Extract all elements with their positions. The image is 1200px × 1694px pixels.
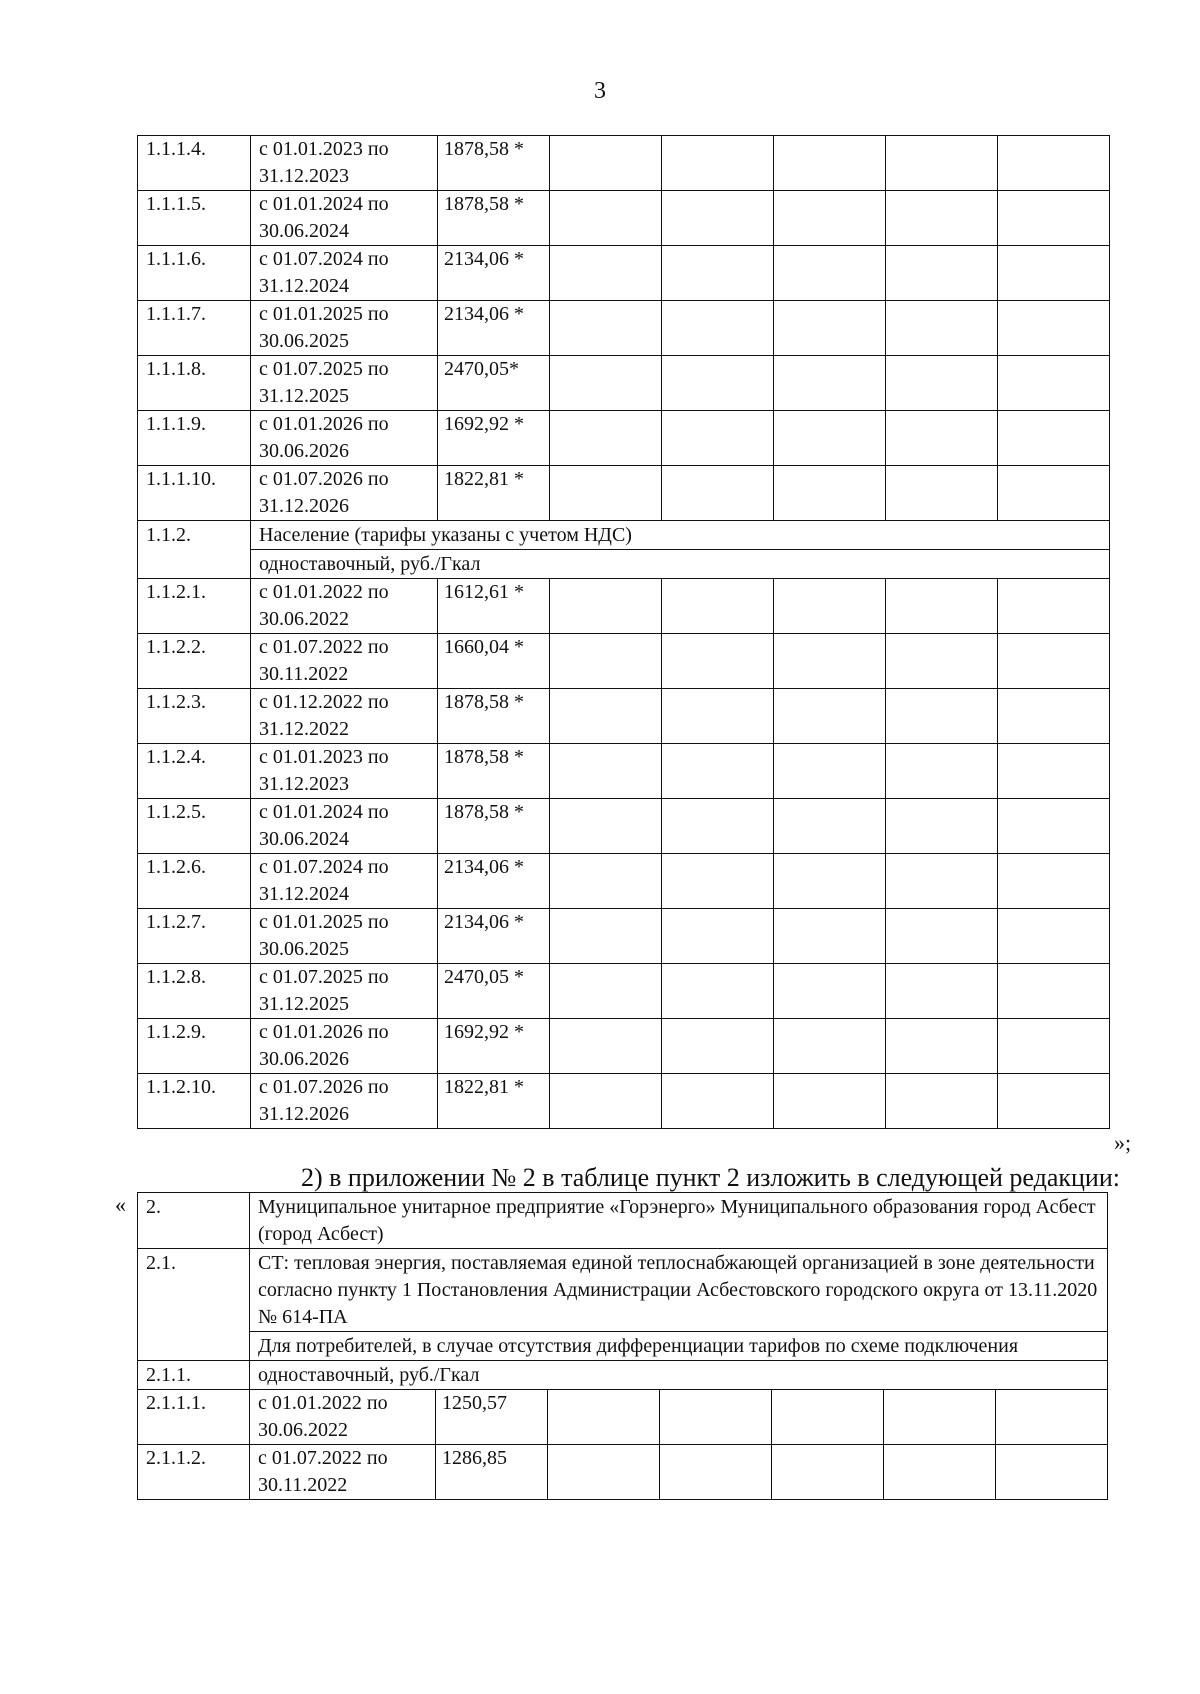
empty-cell: [998, 1074, 1110, 1129]
empty-cell: [774, 909, 886, 964]
row-period: с 01.01.2024 по 30.06.2024: [251, 191, 438, 246]
row-number: 2.1.1.2.: [138, 1445, 250, 1500]
table-row: [138, 356, 1110, 411]
table-row: [138, 1074, 1110, 1129]
rate-number: 2.1.1.: [138, 1361, 250, 1390]
empty-cell: [662, 799, 774, 854]
empty-cell: [998, 191, 1110, 246]
empty-cell: [886, 689, 998, 744]
empty-cell: [998, 466, 1110, 521]
org-number: 2.: [138, 1193, 250, 1249]
empty-cell: [886, 854, 998, 909]
empty-cell: [886, 799, 998, 854]
row-period: с 01.01.2023 по 31.12.2023: [251, 744, 438, 799]
page-number: 3: [594, 78, 606, 104]
empty-cell: [886, 411, 998, 466]
row-number: 2.1.1.1.: [138, 1390, 250, 1445]
empty-cell: [550, 356, 662, 411]
row-number: 1.1.1.4.: [138, 136, 251, 191]
empty-cell: [886, 136, 998, 191]
section-subtitle-row: [138, 550, 1110, 579]
empty-cell: [886, 1074, 998, 1129]
row-period: с 01.07.2022 по 30.11.2022: [251, 634, 438, 689]
empty-cell: [774, 136, 886, 191]
row-value: 1660,04 *: [438, 634, 550, 689]
org-row: [138, 1193, 1108, 1249]
row-value: 1878,58 *: [438, 799, 550, 854]
empty-cell: [998, 136, 1110, 191]
row-number: 1.1.2.1.: [138, 579, 251, 634]
rate-row: [138, 1361, 1108, 1390]
empty-cell: [774, 301, 886, 356]
section-number: 1.1.2.: [138, 521, 251, 579]
row-number: 1.1.2.6.: [138, 854, 251, 909]
empty-cell: [662, 191, 774, 246]
row-period: с 01.01.2022 по 30.06.2022: [250, 1390, 436, 1445]
empty-cell: [550, 301, 662, 356]
empty-cell: [662, 356, 774, 411]
row-period: с 01.07.2022 по 30.11.2022: [250, 1445, 436, 1500]
closing-quote: »;: [1114, 1130, 1132, 1155]
table-row: [138, 634, 1110, 689]
row-value: 1286,85: [436, 1445, 548, 1500]
empty-cell: [774, 799, 886, 854]
empty-cell: [550, 1019, 662, 1074]
empty-cell: [774, 356, 886, 411]
empty-cell: [774, 964, 886, 1019]
st-row: [138, 1249, 1108, 1332]
empty-cell: [996, 1390, 1108, 1445]
row-number: 1.1.2.9.: [138, 1019, 251, 1074]
empty-cell: [886, 744, 998, 799]
row-period: с 01.01.2024 по 30.06.2024: [251, 799, 438, 854]
empty-cell: [886, 964, 998, 1019]
empty-cell: [662, 689, 774, 744]
row-period: с 01.01.2026 по 30.06.2026: [251, 411, 438, 466]
empty-cell: [774, 579, 886, 634]
row-number: 1.1.1.8.: [138, 356, 251, 411]
row-period: с 01.07.2026 по 31.12.2026: [251, 1074, 438, 1129]
st-number: 2.1.: [138, 1249, 250, 1361]
opening-quote: «: [115, 1192, 126, 1217]
row-period: с 01.07.2024 по 31.12.2024: [251, 854, 438, 909]
empty-cell: [886, 356, 998, 411]
row-number: 1.1.1.5.: [138, 191, 251, 246]
row-number: 1.1.1.7.: [138, 301, 251, 356]
empty-cell: [774, 191, 886, 246]
empty-cell: [550, 689, 662, 744]
row-period: с 01.01.2026 по 30.06.2026: [251, 1019, 438, 1074]
row-number: 1.1.2.2.: [138, 634, 251, 689]
empty-cell: [774, 854, 886, 909]
row-value: 1822,81 *: [438, 1074, 550, 1129]
empty-cell: [996, 1445, 1108, 1500]
empty-cell: [660, 1445, 772, 1500]
empty-cell: [662, 1074, 774, 1129]
empty-cell: [662, 854, 774, 909]
empty-cell: [550, 246, 662, 301]
row-value: 1878,58 *: [438, 191, 550, 246]
empty-cell: [998, 964, 1110, 1019]
row-period: с 01.01.2023 по 31.12.2023: [251, 136, 438, 191]
empty-cell: [998, 411, 1110, 466]
row-number: 1.1.2.7.: [138, 909, 251, 964]
row-number: 1.1.1.6.: [138, 246, 251, 301]
row-value: 2470,05*: [438, 356, 550, 411]
empty-cell: [662, 909, 774, 964]
st-text: СТ: тепловая энергия, поставляемая единой теплоснабжающей организацией в зоне деятельности согласно пункту 1 Постановления Администрации Асбестовского городского округа от 13.11.2020 № 614-ПА: [250, 1249, 1108, 1332]
empty-cell: [886, 301, 998, 356]
empty-cell: [772, 1445, 884, 1500]
consumers-row: [138, 1332, 1108, 1361]
empty-cell: [774, 1074, 886, 1129]
empty-cell: [662, 964, 774, 1019]
table-row: [138, 1445, 1108, 1500]
empty-cell: [662, 301, 774, 356]
row-value: 1692,92 *: [438, 411, 550, 466]
row-value: 2134,06 *: [438, 246, 550, 301]
empty-cell: [548, 1390, 660, 1445]
section-subtitle: одноставочный, руб./Гкал: [251, 550, 1110, 579]
empty-cell: [886, 1019, 998, 1074]
section-row: [138, 521, 1110, 550]
empty-cell: [550, 634, 662, 689]
empty-cell: [886, 909, 998, 964]
empty-cell: [886, 191, 998, 246]
empty-cell: [774, 246, 886, 301]
empty-cell: [550, 854, 662, 909]
table-row: [138, 191, 1110, 246]
empty-cell: [772, 1390, 884, 1445]
row-value: 1692,92 *: [438, 1019, 550, 1074]
empty-cell: [998, 356, 1110, 411]
empty-cell: [886, 579, 998, 634]
row-period: с 01.01.2025 по 30.06.2025: [251, 909, 438, 964]
row-period: с 01.01.2022 по 30.06.2022: [251, 579, 438, 634]
row-value: 1878,58 *: [438, 744, 550, 799]
empty-cell: [998, 744, 1110, 799]
table-row: [138, 246, 1110, 301]
empty-cell: [662, 744, 774, 799]
row-number: 1.1.2.5.: [138, 799, 251, 854]
empty-cell: [662, 1019, 774, 1074]
empty-cell: [884, 1445, 996, 1500]
row-number: 1.1.1.10.: [138, 466, 251, 521]
table-row: [138, 964, 1110, 1019]
tariff-table-1: [137, 135, 1110, 1129]
table-row: [138, 854, 1110, 909]
empty-cell: [998, 579, 1110, 634]
table-row: [138, 579, 1110, 634]
row-number: 1.1.2.8.: [138, 964, 251, 1019]
empty-cell: [550, 136, 662, 191]
row-value: 2134,06 *: [438, 909, 550, 964]
empty-cell: [774, 634, 886, 689]
empty-cell: [550, 579, 662, 634]
empty-cell: [998, 799, 1110, 854]
table-row: [138, 411, 1110, 466]
empty-cell: [774, 466, 886, 521]
rate-text: одноставочный, руб./Гкал: [250, 1361, 1108, 1390]
row-value: 2134,06 *: [438, 854, 550, 909]
empty-cell: [998, 634, 1110, 689]
table-row: [138, 909, 1110, 964]
row-value: 2134,06 *: [438, 301, 550, 356]
empty-cell: [660, 1390, 772, 1445]
empty-cell: [662, 634, 774, 689]
empty-cell: [998, 1019, 1110, 1074]
row-period: с 01.12.2022 по 31.12.2022: [251, 689, 438, 744]
empty-cell: [550, 799, 662, 854]
section-title: Население (тарифы указаны с учетом НДС): [251, 521, 1110, 550]
empty-cell: [550, 1074, 662, 1129]
empty-cell: [998, 246, 1110, 301]
empty-cell: [998, 909, 1110, 964]
empty-cell: [884, 1390, 996, 1445]
table-row: [138, 301, 1110, 356]
empty-cell: [550, 411, 662, 466]
consumers-text: Для потребителей, в случае отсутствия дифференциации тарифов по схеме подключения: [250, 1332, 1108, 1361]
table-row: [138, 136, 1110, 191]
row-value: 1878,58 *: [438, 136, 550, 191]
empty-cell: [550, 909, 662, 964]
table-row: [138, 799, 1110, 854]
row-value: 1612,61 *: [438, 579, 550, 634]
tariff-table-2: [137, 1192, 1108, 1500]
empty-cell: [550, 744, 662, 799]
empty-cell: [886, 466, 998, 521]
row-value: 1250,57: [436, 1390, 548, 1445]
empty-cell: [998, 854, 1110, 909]
instruction-text: 2) в приложении № 2 в таблице пункт 2 изложить в следующей редакции:: [301, 1163, 1120, 1192]
row-value: 2470,05 *: [438, 964, 550, 1019]
table-row: [138, 744, 1110, 799]
empty-cell: [550, 191, 662, 246]
empty-cell: [774, 1019, 886, 1074]
org-name: Муниципальное унитарное предприятие «Горэнерго» Муниципального образования город Асбест (город Асбест): [250, 1193, 1108, 1249]
empty-cell: [662, 411, 774, 466]
empty-cell: [662, 579, 774, 634]
table-row: [138, 466, 1110, 521]
row-number: 1.1.2.10.: [138, 1074, 251, 1129]
row-value: 1822,81 *: [438, 466, 550, 521]
table-row: [138, 1019, 1110, 1074]
row-number: 1.1.1.9.: [138, 411, 251, 466]
row-period: с 01.07.2025 по 31.12.2025: [251, 964, 438, 1019]
empty-cell: [548, 1445, 660, 1500]
empty-cell: [662, 466, 774, 521]
empty-cell: [998, 301, 1110, 356]
empty-cell: [886, 634, 998, 689]
row-period: с 01.07.2026 по 31.12.2026: [251, 466, 438, 521]
empty-cell: [662, 136, 774, 191]
row-number: 1.1.2.4.: [138, 744, 251, 799]
empty-cell: [774, 411, 886, 466]
row-period: с 01.07.2024 по 31.12.2024: [251, 246, 438, 301]
row-value: 1878,58 *: [438, 689, 550, 744]
row-period: с 01.01.2025 по 30.06.2025: [251, 301, 438, 356]
empty-cell: [998, 689, 1110, 744]
empty-cell: [662, 246, 774, 301]
empty-cell: [774, 689, 886, 744]
empty-cell: [550, 964, 662, 1019]
table-row: [138, 689, 1110, 744]
row-period: с 01.07.2025 по 31.12.2025: [251, 356, 438, 411]
empty-cell: [774, 744, 886, 799]
row-number: 1.1.2.3.: [138, 689, 251, 744]
table-row: [138, 1390, 1108, 1445]
empty-cell: [886, 246, 998, 301]
empty-cell: [550, 466, 662, 521]
